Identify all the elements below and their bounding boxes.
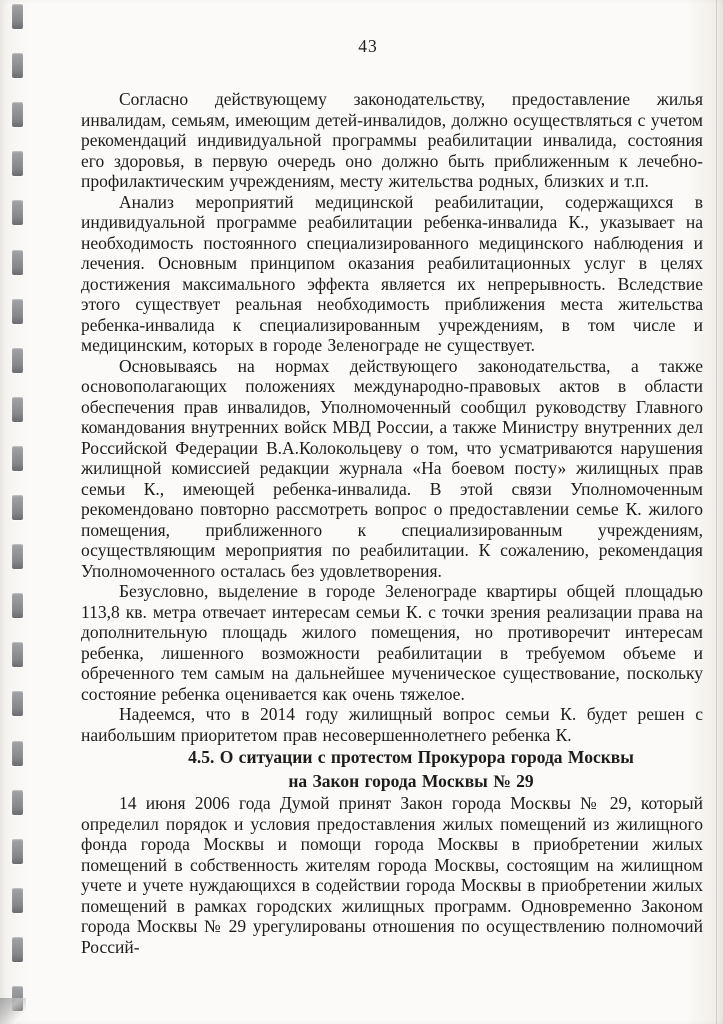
binding-hole [12, 593, 23, 618]
page-number: 43 [358, 36, 378, 56]
paragraph: Надеемся, что в 2014 году жилищный вопрос семьи К. будет решен с наибольшим приоритетом прав несовершеннолетнего ребенка К. [81, 704, 703, 745]
binding-hole [12, 544, 23, 569]
section-heading-line2: на Закон города Москвы № 29 [288, 771, 534, 791]
binding-hole [12, 151, 23, 176]
paragraph: Анализ мероприятий медицинской реабилитации, содержащихся в индивидуальной программе реабилитации ребенка-инвалида К., указывает на необходимость постоянного специализированного медицинского наблюдения и лечения. Основным принципом оказания реабилитационных услуг в целях достижения максимального эффекта является их непрерывность. Вследствие этого существует реальная необходимость приближения места жительства ребенка-инвалида к специализированным учреждениям, в том числе и медицинским, которых в городе Зеленограде не существует. [81, 191, 703, 355]
scan-edge-line [716, 0, 717, 1024]
binding-hole [12, 397, 23, 422]
binding-hole [12, 790, 23, 815]
section-heading-line1: 4.5. О ситуации с протестом Прокурора города Москвы [188, 747, 634, 767]
binding-hole [12, 495, 23, 520]
binding-hole [12, 839, 23, 864]
paragraph: Согласно действующему законодательству, предоставление жилья инвалидам, семьям, имеющим детей-инвалидов, должно осуществляться с учетом рекомендаций индивидуальной программы реабилитации инвалида, состояния его здоровья, в первую очередь оно должно быть приближенным к лечебно-профилактическим учреждениям, месту жительства родных, близких и т.п. [81, 89, 703, 191]
paragraph: 14 июня 2006 года Думой принят Закон города Москвы № 29, который определил порядок и условия предоставления жилых помещений из жилищного фонда города Москвы и помощи города Москвы в приобретении жилых помещений в собственность жителям города Москвы, состоящим на жилищном учете и учете нуждающихся в содействии города Москвы в приобретении жилых помещений в рамках городских жилищных программ. Одновременно Законом города Москвы № 29 урегулированы отношения по осуществлению полномочий Россий- [81, 793, 703, 957]
section-heading [81, 745, 703, 793]
binding-holes [0, 0, 40, 1024]
binding-hole [12, 200, 23, 225]
binding-hole [12, 53, 23, 78]
binding-hole [12, 446, 23, 471]
binding-hole [12, 642, 23, 667]
binding-hole [12, 4, 23, 29]
binding-hole [12, 937, 23, 962]
binding-hole [12, 348, 23, 373]
page-corner-shadow [0, 998, 26, 1024]
binding-hole [12, 250, 23, 275]
paragraph: Основываясь на нормах действующего законодательства, а также основополагающих положениях международно-правовых актов в области обеспечения прав инвалидов, Уполномоченный сообщил руководству Главного командования внутренних войск МВД России, а также Министру внутренних дел Российской Федерации В.А.Колокольцеву о том, что усматриваются нарушения жилищной комиссией редакции журнала «На боевом посту» жилищных прав семьи К., имеющей ребенка-инвалида. В этой связи Уполномоченным рекомендовано повторно рассмотреть вопрос о предоставлении семье К. жилого помещения, приближенного к специализированным учреждениям, осуществляющим мероприятия по реабилитации. К сожалению, рекомендация Уполномоченного осталась без удовлетворения. [81, 355, 703, 581]
binding-hole [12, 888, 23, 913]
binding-hole [12, 741, 23, 766]
paragraph: Безусловно, выделение в городе Зеленограде квартиры общей площадью 113,8 кв. метра отвечает интересам семьи К. с точки зрения реализации права на дополнительную площадь жилого помещения, но противоречит интересам ребенка, лишенного возможности реабилитации в требуемом объеме и обреченного тем самым на дальнейшее мученическое существование, поскольку состояние ребенка оценивается как очень тяжелое. [81, 581, 703, 704]
binding-hole [12, 102, 23, 127]
binding-hole [12, 299, 23, 324]
document-text-column [81, 89, 703, 957]
binding-hole [12, 691, 23, 716]
